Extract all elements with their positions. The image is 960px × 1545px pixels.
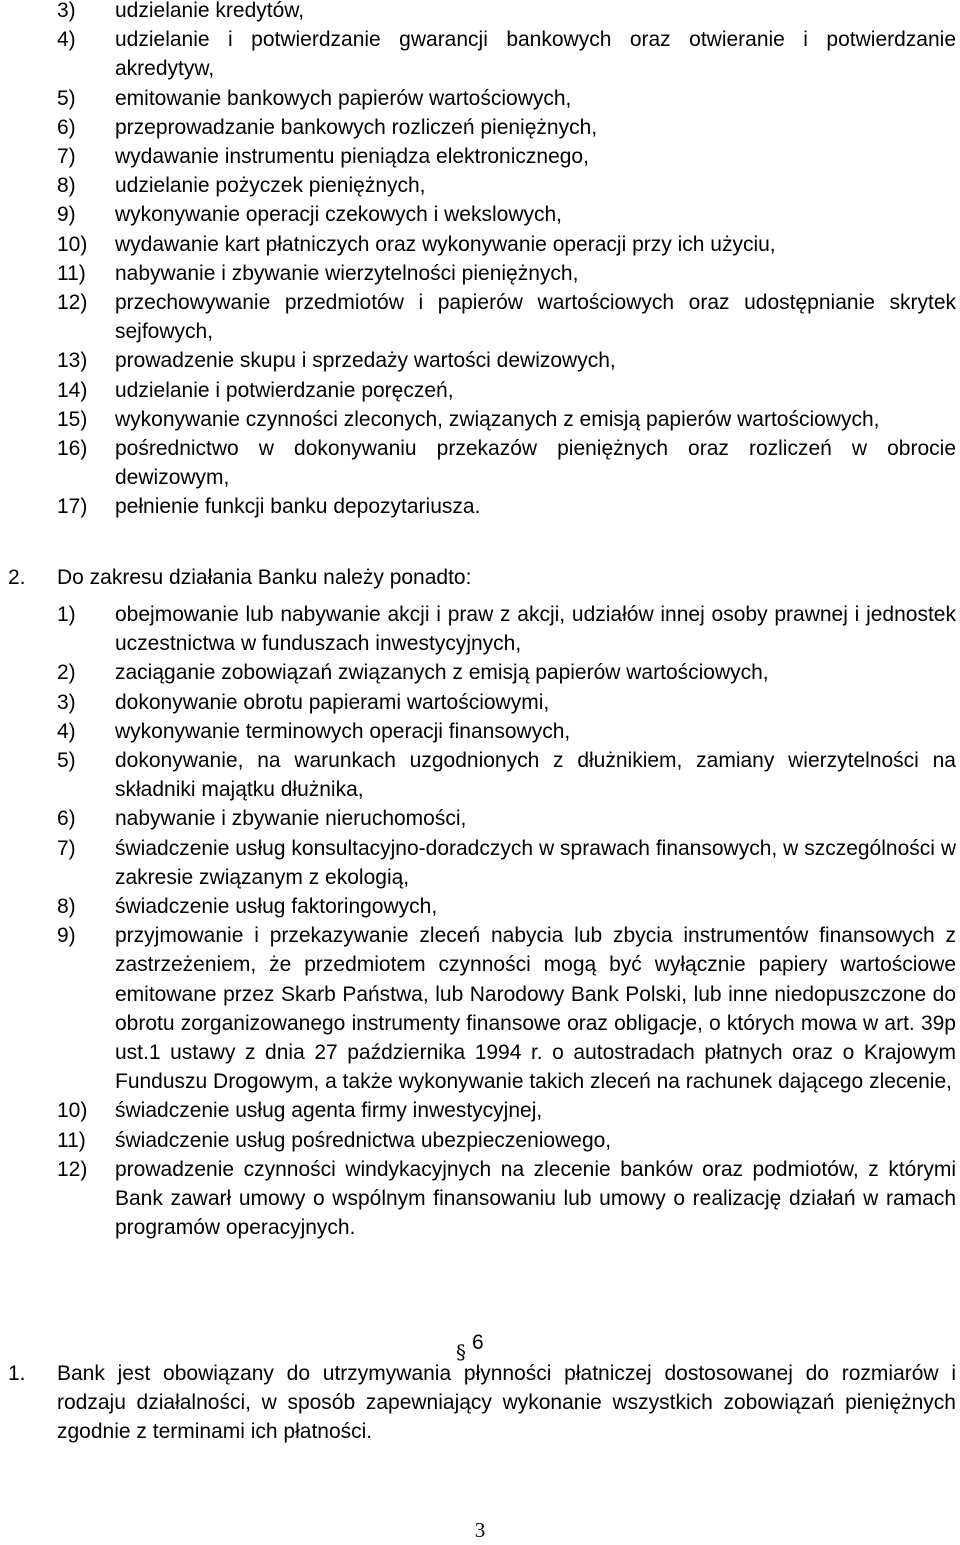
list-item — [0, 405, 956, 434]
point-1 — [0, 1359, 956, 1447]
list-item — [0, 892, 956, 921]
list-item — [0, 492, 956, 521]
list-item — [0, 0, 956, 25]
point-text: Bank jest obowiązany do utrzymywania płynności płatniczej dostosowanej do rozmiarów i rodzaju działalności, w sposób zapewniający wykonanie wszystkich zobowiązań pieniężnych zgodnie z terminami ich płatności. — [57, 1362, 956, 1444]
list-item — [0, 113, 956, 142]
item-number: 7) — [57, 836, 76, 860]
item-number: 1) — [57, 603, 76, 626]
item-text: pełnienie funkcji banku depozytariusza. — [115, 495, 481, 519]
item-text: nabywanie i zbywanie nieruchomości, — [115, 807, 467, 831]
item-text: wydawanie instrumentu pieniądza elektronicznego, — [115, 145, 589, 169]
item-number: 9) — [57, 203, 76, 227]
item-text: pośrednictwo w dokonywaniu przekazów pieniężnych oraz rozliczeń w obrocie dewizowym, — [115, 437, 956, 490]
list-item — [0, 142, 956, 171]
item-number: 9) — [57, 924, 76, 948]
list-item — [0, 804, 956, 833]
activity-list-additional — [0, 600, 956, 1242]
item-text: prowadzenie skupu i sprzedaży wartości dewizowych, — [115, 349, 616, 373]
item-number: 5) — [57, 86, 76, 110]
section-sign-glyph: § — [456, 1340, 466, 1364]
item-text: nabywanie i zbywanie wierzytelności pieniężnych, — [115, 261, 579, 285]
list-item — [0, 200, 956, 229]
item-number: 4) — [57, 28, 76, 52]
item-text: przyjmowanie i przekazywanie zleceń nabycia lub zbycia instrumentów finansowych z zastrzeżeniem, że przedmiotem czynności mogą być wyłącznie papiery wartościowe emitowane przez Skarb Państwa, lub Narodowy Bank Polski, lub inne niedopuszczone do obrotu zorganizowanego instrumenty finansowe oraz obligacje, o których mowa w art. 39p ust.1 ustawy z dnia 27 października 1994 r. o autostradach płatnych oraz o Krajowym Funduszu Drogowym, a także wykonywanie takich zleceń na rachunek dającego zlecenie, — [115, 924, 956, 1094]
section-number: 6 — [472, 1331, 484, 1354]
item-number: 10) — [57, 1099, 88, 1123]
item-text: udzielanie i potwierdzanie poręczeń, — [115, 378, 454, 402]
item-number: 11) — [57, 1128, 86, 1152]
point-number: 2. — [8, 566, 26, 589]
item-text: świadczenie usług konsultacyjno-doradczych w sprawach finansowych, w szczególności w zakresie związanym z ekologią, — [115, 836, 956, 889]
item-text: wykonywanie terminowych operacji finansowych, — [115, 719, 571, 743]
list-item — [0, 600, 956, 658]
list-item — [0, 259, 956, 288]
page-number: 3 — [474, 1518, 486, 1542]
item-number: 14) — [57, 378, 88, 402]
item-number: 5) — [57, 749, 76, 773]
item-number: 2) — [57, 661, 76, 685]
list-item — [0, 921, 956, 1096]
item-text: świadczenie usług pośrednictwa ubezpieczeniowego, — [115, 1128, 612, 1152]
list-item — [0, 171, 956, 200]
item-number: 3) — [57, 690, 76, 714]
item-text: dokonywanie, na warunkach uzgodnionych z dłużnikiem, zamiany wierzytelności na składniki majątku dłużnika, — [115, 749, 956, 802]
list-item — [0, 346, 956, 375]
list-item — [0, 717, 956, 746]
list-item — [0, 84, 956, 113]
item-number: 7) — [57, 145, 76, 169]
list-item — [0, 688, 956, 717]
item-number: 3) — [57, 0, 76, 22]
list-item — [0, 1155, 956, 1243]
list-item — [0, 230, 956, 259]
item-text: udzielanie kredytów, — [115, 0, 305, 22]
item-number: 16) — [57, 437, 88, 461]
item-number: 10) — [57, 232, 88, 256]
list-item — [0, 288, 956, 346]
item-number: 17) — [57, 495, 88, 519]
list-item — [0, 25, 956, 83]
section-heading — [456, 1328, 484, 1364]
list-item — [0, 834, 956, 892]
item-text: udzielanie pożyczek pieniężnych, — [115, 174, 426, 198]
item-text: wydawanie kart płatniczych oraz wykonywanie operacji przy ich użyciu, — [115, 232, 776, 256]
item-number: 8) — [57, 174, 76, 198]
item-number: 6) — [57, 807, 76, 831]
item-text: obejmowanie lub nabywanie akcji i praw z akcji, udziałów innej osoby prawnej i jednostek uczestnictwa w funduszach inwestycyjnych, — [115, 603, 956, 656]
item-number: 11) — [57, 261, 86, 285]
activity-list-primary — [0, 0, 956, 522]
item-text: wykonywanie czynności zleconych, związanych z emisją papierów wartościowych, — [115, 407, 880, 431]
item-number: 8) — [57, 895, 76, 919]
item-text: udzielanie i potwierdzanie gwarancji bankowych oraz otwieranie i potwierdzanie akredytyw, — [115, 28, 956, 81]
item-text: świadczenie usług agenta firmy inwestycyjnej, — [115, 1099, 543, 1123]
list-item — [0, 1126, 956, 1155]
item-text: przechowywanie przedmiotów i papierów wartościowych oraz udostępnianie skrytek sejfowych, — [115, 291, 956, 344]
list-item — [0, 658, 956, 687]
item-number: 4) — [57, 719, 76, 743]
item-number: 12) — [57, 1157, 88, 1181]
list-item — [0, 746, 956, 804]
point-text: Do zakresu działania Banku należy ponadto: — [57, 566, 472, 589]
item-number: 15) — [57, 407, 88, 431]
item-text: prowadzenie czynności windykacyjnych na zlecenie banków oraz podmiotów, z którymi Bank zawarł umowy o wspólnym finansowaniu lub umowy o realizację działań w ramach programów operacyjnych. — [115, 1157, 956, 1240]
item-text: emitowanie bankowych papierów wartościowych, — [115, 86, 572, 110]
item-number: 12) — [57, 291, 88, 315]
item-text: dokonywanie obrotu papierami wartościowymi, — [115, 690, 550, 714]
item-text: świadczenie usług faktoringowych, — [115, 895, 438, 919]
list-item — [0, 376, 956, 405]
item-text: przeprowadzanie bankowych rozliczeń pieniężnych, — [115, 115, 598, 139]
item-number: 13) — [57, 349, 88, 373]
item-text: wykonywanie operacji czekowych i wekslowych, — [115, 203, 563, 227]
list-item — [0, 434, 956, 492]
list-item — [0, 1096, 956, 1125]
item-number: 6) — [57, 115, 76, 139]
point-number: 1. — [8, 1362, 26, 1385]
item-text: zaciąganie zobowiązań związanych z emisją papierów wartościowych, — [115, 661, 769, 685]
